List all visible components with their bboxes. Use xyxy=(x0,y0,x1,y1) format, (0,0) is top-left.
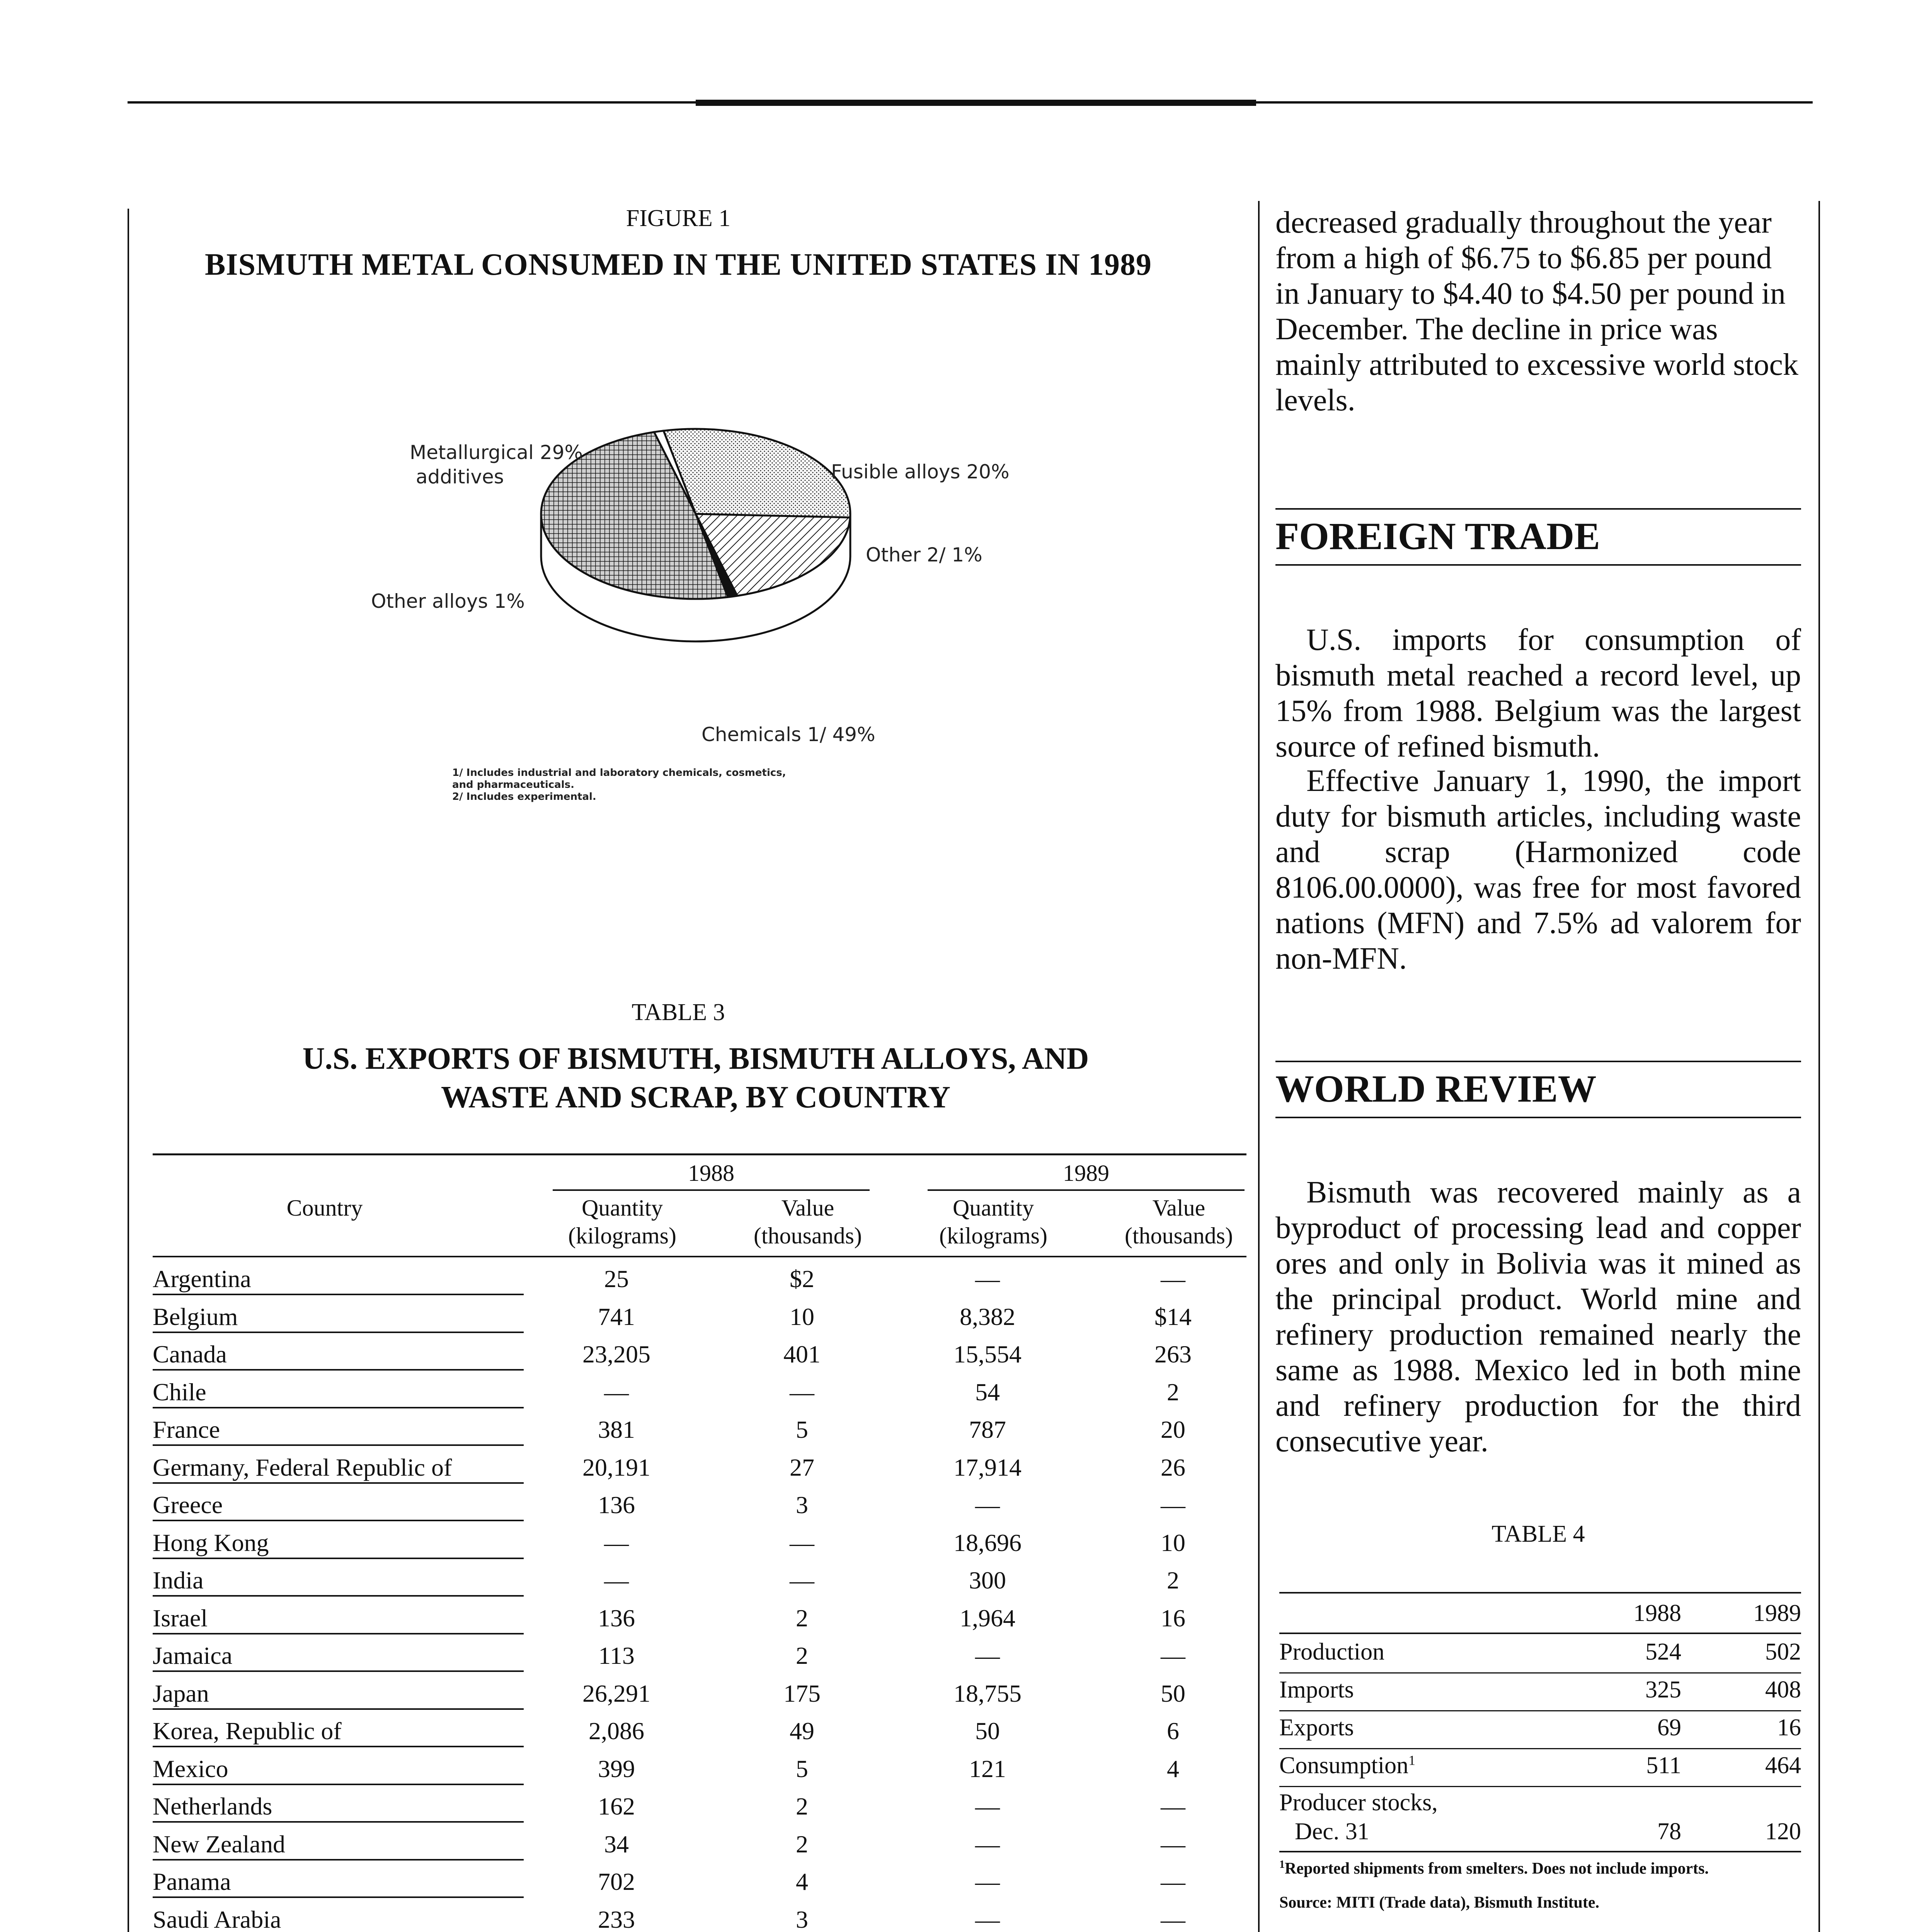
cell-v89: — xyxy=(1161,1642,1185,1669)
cell-v88: 27 xyxy=(790,1453,814,1481)
cell-q89: — xyxy=(975,1265,1000,1293)
cell-q88: 26,291 xyxy=(582,1679,650,1707)
cell-country: New Zealand xyxy=(153,1830,285,1858)
table4-row-label xyxy=(1279,1752,1415,1779)
row-underline xyxy=(153,1294,524,1295)
table-row xyxy=(153,1337,1246,1374)
cell-v89: — xyxy=(1161,1491,1185,1519)
cell-country: Japan xyxy=(153,1679,209,1707)
cell-v89: — xyxy=(1161,1830,1185,1858)
table4-row-rule xyxy=(1279,1786,1801,1787)
cell-v88: 5 xyxy=(796,1416,808,1443)
table4-label: TABLE 4 xyxy=(1491,1521,1585,1547)
foreign-trade-heading: FOREIGN TRADE xyxy=(1275,515,1600,558)
table-row xyxy=(153,1789,1246,1827)
row-underline xyxy=(153,1784,524,1785)
cell-country: Panama xyxy=(153,1868,231,1895)
table4-row xyxy=(1279,1676,1801,1711)
table-row xyxy=(153,1526,1246,1563)
table4-row-label xyxy=(1279,1638,1384,1666)
cell-q88: 399 xyxy=(598,1755,635,1782)
cell-q89: 50 xyxy=(975,1717,1000,1745)
cell-q88: — xyxy=(604,1378,629,1406)
table4-cell-v1: 69 xyxy=(1657,1714,1681,1741)
cell-q89: — xyxy=(975,1905,1000,1932)
pie-footnotes xyxy=(452,767,786,803)
cell-v89: 4 xyxy=(1167,1755,1179,1782)
table4-cell-v2: 16 xyxy=(1777,1714,1801,1741)
pie-footnote: 2/ Includes experimental. xyxy=(452,791,596,803)
cell-v88: 4 xyxy=(796,1868,808,1895)
row-underline xyxy=(153,1708,524,1710)
cell-q88: 2,086 xyxy=(589,1717,644,1745)
cell-q89: 17,914 xyxy=(953,1453,1022,1481)
qty-1989-header: Quantity (kilograms) xyxy=(939,1195,1047,1248)
row-underline xyxy=(153,1859,524,1861)
pie-footnote: 1/ Includes industrial and laboratory chemicals, cosmetics, xyxy=(452,767,786,779)
cell-v88: — xyxy=(790,1529,814,1556)
row-underline xyxy=(153,1821,524,1823)
cell-v88: 2 xyxy=(796,1793,808,1820)
table3-title xyxy=(162,1039,1229,1117)
table-row xyxy=(153,1864,1246,1902)
pie-label-other: Other 2/ 1% xyxy=(866,544,982,566)
cell-q88: — xyxy=(604,1529,629,1556)
cell-q89: 54 xyxy=(975,1378,1000,1406)
table4-row-rule xyxy=(1279,1710,1801,1711)
cell-q89: — xyxy=(975,1642,1000,1669)
cell-country: Hong Kong xyxy=(153,1529,269,1556)
table-row xyxy=(153,1488,1246,1525)
foreign-trade-paragraph-1: U.S. imports for consumption of bismuth metal reached a record level, up 15% from 1988. Belgium was the largest source of refined bismuth. xyxy=(1275,623,1801,764)
cell-country: Jamaica xyxy=(153,1642,233,1669)
table-row xyxy=(153,1450,1246,1488)
table-row xyxy=(153,1563,1246,1600)
row-underline xyxy=(153,1482,524,1484)
cell-q88: 136 xyxy=(598,1491,635,1519)
table4-footnote-marker: 1 xyxy=(1279,1859,1285,1871)
cell-q89: — xyxy=(975,1793,1000,1820)
table3-title-line: U.S. EXPORTS OF BISMUTH, BISMUTH ALLOYS, AND xyxy=(302,1042,1089,1076)
foreign-trade-paragraph-2: Effective January 1, 1990, the import duty for bismuth articles, including waste and scrap (Harmonized code 8106.00.0000), was free for most favored nations (MFN) and 7.5% ad valorem for non-MFN. xyxy=(1275,764,1801,976)
pie-label-fusible: Fusible alloys 20% xyxy=(831,461,1010,483)
cell-q89: 787 xyxy=(969,1416,1006,1443)
table3-top-rule xyxy=(153,1153,1246,1155)
table-row xyxy=(153,1262,1246,1299)
cell-q89: 8,382 xyxy=(960,1303,1015,1330)
stocks-label-line2: Dec. 31 xyxy=(1295,1818,1369,1845)
qty-1988-header: Quantity (kilograms) xyxy=(568,1195,676,1248)
cell-v88: 401 xyxy=(783,1340,821,1368)
cell-q89: 18,755 xyxy=(953,1679,1022,1707)
pie-label-metallurgical: Metallurgical 29% additives xyxy=(410,441,583,488)
cell-country: Mexico xyxy=(153,1755,228,1782)
cell-country: Saudi Arabia xyxy=(153,1905,281,1932)
table-row xyxy=(153,1827,1246,1864)
cell-country: Korea, Republic of xyxy=(153,1717,342,1745)
cell-v88: — xyxy=(790,1378,814,1406)
cell-v88: 175 xyxy=(783,1679,821,1707)
cell-v88: 49 xyxy=(790,1717,814,1745)
year-1988-header: 1988 xyxy=(688,1160,734,1186)
row-underline xyxy=(153,1595,524,1597)
table-row xyxy=(153,1375,1246,1412)
cell-v88: 2 xyxy=(796,1830,808,1858)
top-rule-thick xyxy=(696,100,1256,106)
price-paragraph: decreased gradually throughout the year from a high of $6.75 to $6.85 per pound in January to $4.40 to $4.50 per pound in December. The decline in price was mainly attributed to excessive world stock levels. xyxy=(1275,206,1799,417)
table4-footnote-marker: 1 xyxy=(1408,1752,1416,1768)
table4-row-label-text: Production xyxy=(1279,1639,1385,1665)
cell-v88: — xyxy=(790,1566,814,1594)
table-row xyxy=(153,1601,1246,1638)
table4-bottom-rule xyxy=(1279,1851,1801,1852)
table4-year-1989: 1989 xyxy=(1753,1600,1801,1626)
cell-v89: — xyxy=(1161,1793,1185,1820)
cell-v89: — xyxy=(1161,1905,1185,1932)
cell-country: Germany, Federal Republic of xyxy=(153,1453,452,1481)
cell-q88: 381 xyxy=(598,1416,635,1443)
table4-row-label-text: Consumption xyxy=(1279,1752,1409,1779)
cell-v89: 10 xyxy=(1161,1529,1185,1556)
country-header: Country xyxy=(286,1195,363,1221)
cell-v88: 2 xyxy=(796,1604,808,1632)
row-underline xyxy=(153,1520,524,1521)
value-1989-header: Value (thousands) xyxy=(1125,1195,1233,1248)
row-underline xyxy=(153,1332,524,1333)
table4-year-1988: 1988 xyxy=(1633,1600,1681,1626)
pie-label-other-alloys: Other alloys 1% xyxy=(371,590,525,612)
cell-q88: 162 xyxy=(598,1793,635,1820)
year-1988-rule xyxy=(553,1189,870,1191)
cell-v88: 3 xyxy=(796,1491,808,1519)
cell-q89: — xyxy=(975,1868,1000,1895)
table4-row xyxy=(1279,1752,1801,1787)
table-row xyxy=(153,1676,1246,1714)
world-review-rule-bottom xyxy=(1275,1117,1801,1118)
world-review-heading: WORLD REVIEW xyxy=(1275,1067,1597,1110)
table-row xyxy=(153,1752,1246,1789)
cell-q89: 15,554 xyxy=(953,1340,1022,1368)
center-column-divider xyxy=(1258,201,1260,1932)
stocks-1989: 120 xyxy=(1765,1818,1801,1845)
value-1988-header: Value (thousands) xyxy=(754,1195,862,1248)
cell-q88: 113 xyxy=(598,1642,635,1669)
table4-header xyxy=(1279,1600,1801,1631)
cell-q88: 741 xyxy=(598,1303,635,1330)
cell-country: France xyxy=(153,1416,220,1443)
table4-cell-v2: 408 xyxy=(1765,1677,1801,1703)
table4-row-label xyxy=(1279,1676,1354,1704)
row-underline xyxy=(153,1558,524,1559)
cell-v89: 50 xyxy=(1161,1679,1185,1707)
cell-v89: 20 xyxy=(1161,1416,1185,1443)
left-column-divider xyxy=(128,209,129,1932)
table-row xyxy=(153,1412,1246,1450)
pie-slices xyxy=(541,429,850,599)
cell-q88: 23,205 xyxy=(582,1340,650,1368)
world-review-rule-top xyxy=(1275,1061,1801,1062)
row-underline xyxy=(153,1407,524,1408)
table3-label: TABLE 3 xyxy=(632,999,725,1026)
foreign-trade-rule-top xyxy=(1275,508,1801,510)
table4-footnote-text: Reported shipments from smelters. Does not include imports. xyxy=(1285,1860,1709,1878)
table4-cell-v1: 511 xyxy=(1646,1752,1681,1779)
cell-q89: — xyxy=(975,1830,1000,1858)
cell-q88: 233 xyxy=(598,1905,635,1932)
table-row xyxy=(153,1902,1246,1932)
cell-q89: 121 xyxy=(969,1755,1006,1782)
cell-v89: 2 xyxy=(1167,1566,1179,1594)
cell-country: India xyxy=(153,1566,204,1594)
table4-cell-v1: 524 xyxy=(1645,1639,1681,1665)
cell-q88: 20,191 xyxy=(582,1453,650,1481)
cell-q88: 25 xyxy=(604,1265,629,1293)
stocks-1988: 78 xyxy=(1657,1818,1681,1845)
table4-top-rule xyxy=(1279,1592,1801,1594)
figure-title: BISMUTH METAL CONSUMED IN THE UNITED STATES IN 1989 xyxy=(205,248,1152,282)
cell-v89: 16 xyxy=(1161,1604,1185,1632)
cell-v89: 2 xyxy=(1167,1378,1179,1406)
table4-row-rule xyxy=(1279,1748,1801,1749)
table4-row xyxy=(1279,1638,1801,1673)
cell-v89: — xyxy=(1161,1868,1185,1895)
cell-country: Greece xyxy=(153,1491,223,1519)
cell-v89: — xyxy=(1161,1265,1185,1293)
cell-q89: 300 xyxy=(969,1566,1006,1594)
row-underline xyxy=(153,1670,524,1672)
foreign-trade-rule-bottom xyxy=(1275,564,1801,566)
table4-row-label-text: Exports xyxy=(1279,1714,1354,1741)
figure-label: FIGURE 1 xyxy=(626,205,731,231)
cell-q89: 1,964 xyxy=(960,1604,1015,1632)
cell-q88: 34 xyxy=(604,1830,629,1858)
cell-q88: 136 xyxy=(598,1604,635,1632)
table4-stocks-row xyxy=(1279,1789,1801,1851)
stocks-label-line1: Producer stocks, xyxy=(1279,1789,1438,1816)
cell-country: Netherlands xyxy=(153,1793,272,1820)
table4-row xyxy=(1279,1714,1801,1749)
table4-cell-v2: 502 xyxy=(1765,1639,1801,1665)
cell-q89: 18,696 xyxy=(953,1529,1022,1556)
year-1989-rule xyxy=(928,1189,1245,1191)
pie-label-chemicals: Chemicals 1/ 49% xyxy=(701,723,875,746)
cell-country: Canada xyxy=(153,1340,227,1368)
cell-v88: $2 xyxy=(790,1265,814,1293)
table3-title-line: WASTE AND SCRAP, BY COUNTRY xyxy=(441,1080,951,1114)
cell-v89: 6 xyxy=(1167,1717,1179,1745)
year-1989-header: 1989 xyxy=(1063,1160,1109,1186)
cell-q88: — xyxy=(604,1566,629,1594)
cell-country: Israel xyxy=(153,1604,208,1632)
table4-cell-v1: 325 xyxy=(1645,1677,1681,1703)
pie-footnote: and pharmaceuticals. xyxy=(452,779,574,791)
cell-q89: — xyxy=(975,1491,1000,1519)
row-underline xyxy=(153,1633,524,1634)
row-underline xyxy=(153,1369,524,1371)
row-underline xyxy=(153,1896,524,1898)
row-underline xyxy=(153,1746,524,1747)
right-column-divider xyxy=(1818,201,1820,1932)
table4-row-label xyxy=(1279,1714,1354,1742)
cell-v89: 263 xyxy=(1154,1340,1192,1368)
cell-country: Belgium xyxy=(153,1303,238,1330)
table4-cell-v2: 464 xyxy=(1765,1752,1801,1779)
table4-source: Source: MITI (Trade data), Bismuth Institute. xyxy=(1279,1894,1599,1912)
world-review-paragraph-1: Bismuth was recovered mainly as a byproduct of processing lead and copper ores and only in Bolivia was it mined as the principal product. World mine and refinery production remained nearly the same as 1988. Mexico led in both mine and refinery production for the third consecutive year. xyxy=(1275,1175,1801,1458)
table4-row-label-text: Imports xyxy=(1279,1677,1354,1703)
cell-v88: 10 xyxy=(790,1303,814,1330)
row-underline xyxy=(153,1444,524,1446)
cell-v88: 2 xyxy=(796,1642,808,1669)
table4-row-rule xyxy=(1279,1672,1801,1673)
table-row xyxy=(153,1714,1246,1751)
cell-v89: 26 xyxy=(1161,1453,1185,1481)
cell-country: Chile xyxy=(153,1378,206,1406)
cell-v89: $14 xyxy=(1154,1303,1192,1330)
cell-q88: 702 xyxy=(598,1868,635,1895)
table3-header-rule xyxy=(153,1256,1246,1257)
table4-header-rule xyxy=(1279,1633,1801,1634)
cell-v88: 5 xyxy=(796,1755,808,1782)
cell-v88: 3 xyxy=(796,1905,808,1932)
table-row xyxy=(153,1299,1246,1337)
table4-footnote xyxy=(1279,1859,1709,1878)
table-row xyxy=(153,1638,1246,1676)
cell-country: Argentina xyxy=(153,1265,251,1293)
